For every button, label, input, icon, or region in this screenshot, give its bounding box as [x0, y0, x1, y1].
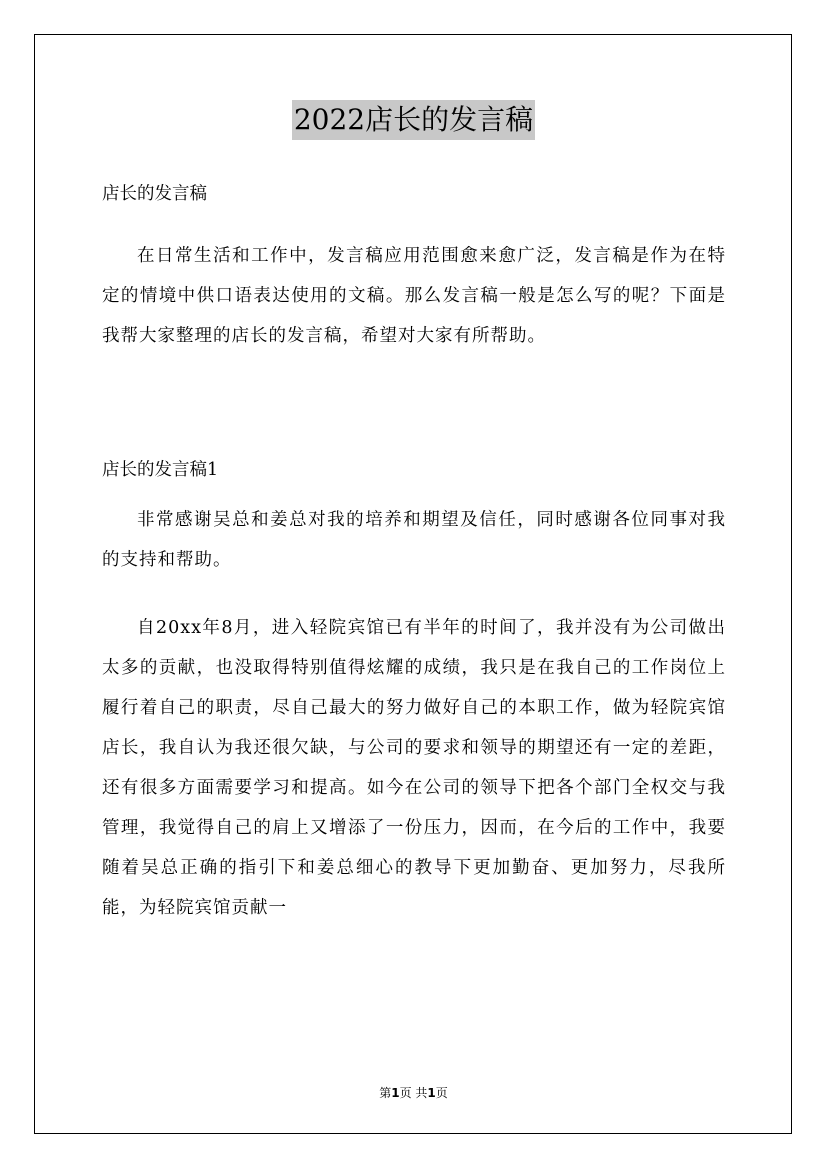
section-heading-1: 店长的发言稿 — [102, 184, 207, 204]
paragraph-thanks: 非常感谢吴总和姜总对我的培养和期望及信任，同时感谢各位同事对我的支持和帮助。 — [102, 510, 726, 570]
footer-page-suffix: 页 — [435, 1086, 448, 1100]
document-body — [102, 176, 726, 918]
footer-page-mid: 页 共 — [399, 1086, 428, 1100]
paragraph-body: 自20xx年8月，进入轻院宾馆已有半年的时间了，我并没有为公司做出太多的贡献，也没取得特别值得炫耀的成绩，我只是在我自己的工作岗位上履行着自己的职责，尽自己最大的努力做好自己的本职工作，做为轻院宾馆店长，我自认为我还很欠缺，与公司的要求和领导的期望还有一定的差距，还有很多方面需要学习和提高。如今在公司的领导下把各个部门全权交与我管理，我觉得自己的肩上又增添了一份压力，因而，在今后的工作中，我要随着吴总正确的指引下和姜总细心的教导下更加勤奋、更加努力，尽我所能，为轻院宾馆贡献一 — [102, 618, 726, 918]
footer-page-prefix: 第 — [379, 1086, 392, 1100]
title-wrap — [0, 100, 827, 140]
footer-page-total: 1 — [427, 1086, 436, 1100]
footer-page-current: 1 — [391, 1086, 400, 1100]
paragraph-intro: 在日常生活和工作中，发言稿应用范围愈来愈广泛，发言稿是作为在特定的情境中供口语表达使用的文稿。那么发言稿一般是怎么写的呢？下面是我帮大家整理的店长的发言稿，希望对大家有所帮助。 — [102, 246, 726, 346]
document-title: 2022店长的发言稿 — [292, 100, 535, 140]
page-footer — [0, 1084, 827, 1101]
section-heading-2: 店长的发言稿1 — [102, 460, 219, 480]
